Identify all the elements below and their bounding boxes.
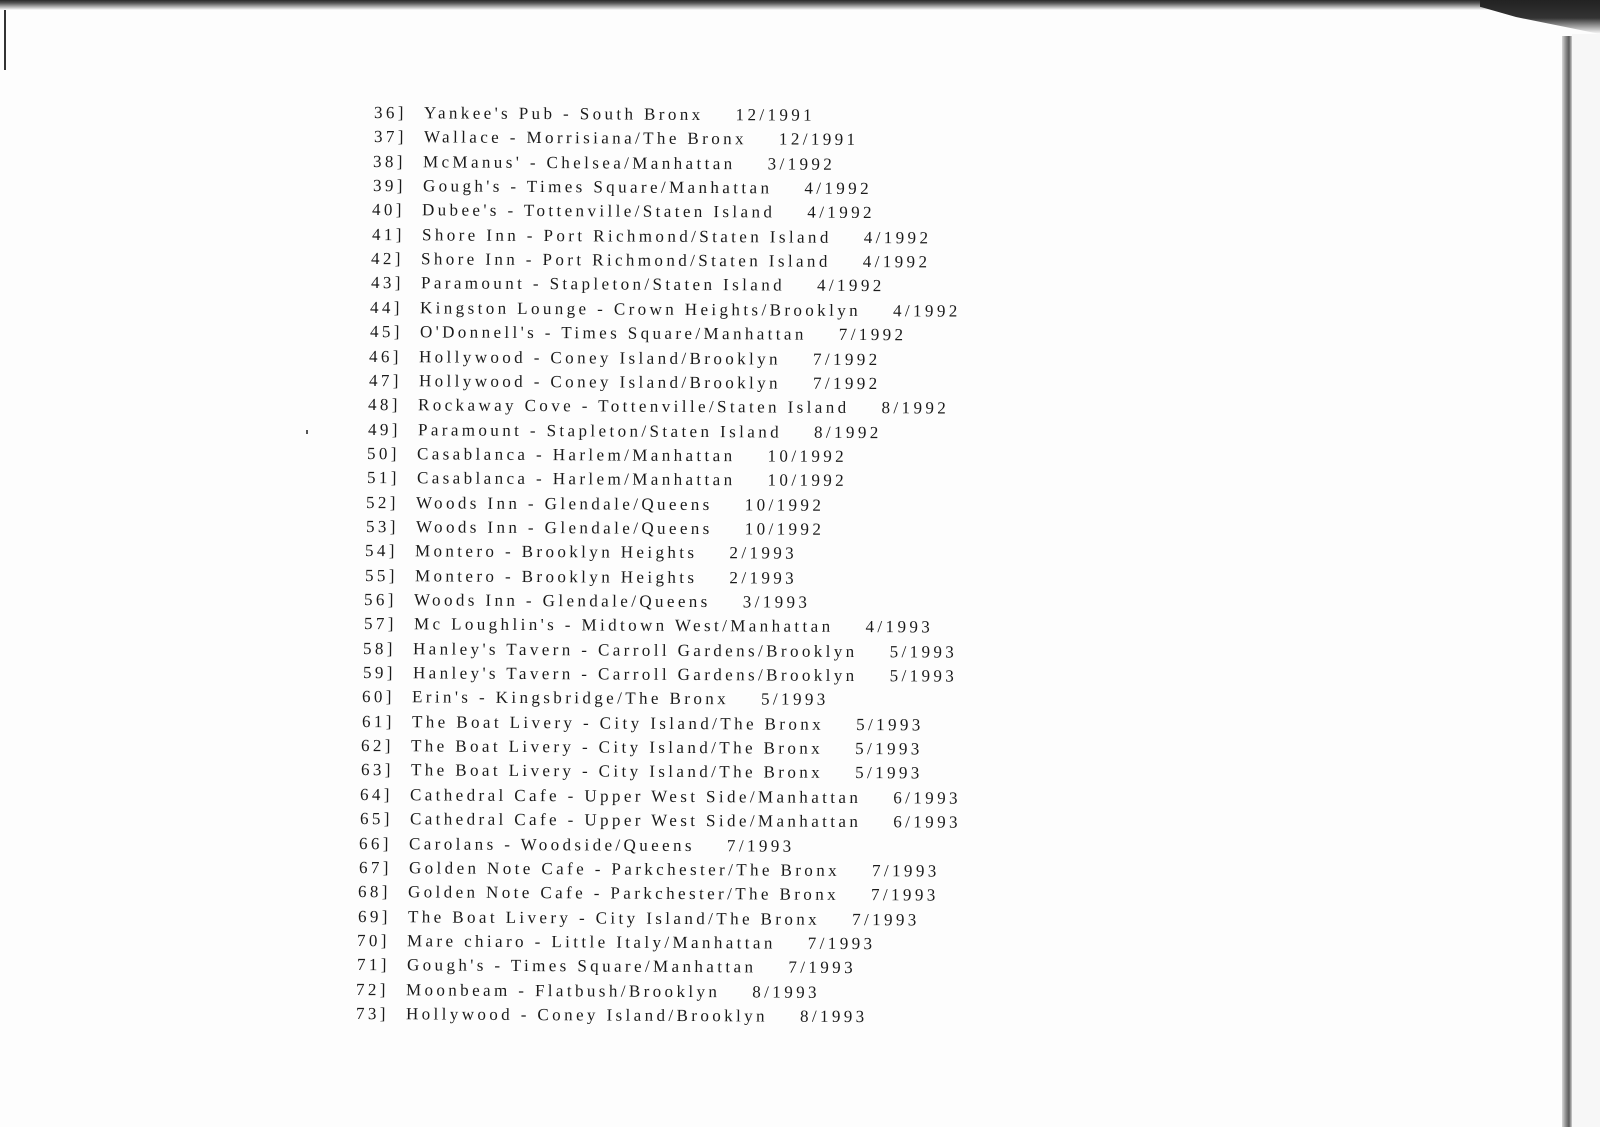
entry-date: 4/1992 bbox=[807, 203, 876, 223]
entry-date: 8/1993 bbox=[752, 982, 820, 1002]
page-left-edge-mark bbox=[4, 10, 6, 70]
entry-date: 3/1992 bbox=[767, 154, 836, 174]
entry-date: 10/1992 bbox=[767, 470, 847, 491]
entry-date: 4/1992 bbox=[862, 252, 931, 272]
entry-number: 64] bbox=[359, 784, 393, 804]
list-item bbox=[366, 467, 846, 492]
entry-venue: Golden Note Cafe - Parkchester/The Bronx bbox=[408, 858, 840, 880]
entry-venue: Mare chiaro - Little Italy/Manhattan bbox=[406, 931, 776, 953]
entry-number: 52] bbox=[365, 492, 399, 512]
entry-venue: Hanley's Tavern - Carroll Gardens/Brooklyn bbox=[412, 663, 858, 686]
list-item bbox=[370, 272, 884, 297]
entry-venue: Hollywood - Coney Island/Brooklyn bbox=[405, 1004, 768, 1026]
entry-number: 56] bbox=[363, 590, 397, 610]
entry-date: 6/1993 bbox=[893, 788, 961, 808]
entry-number: 42] bbox=[370, 249, 404, 269]
entry-date: 10/1992 bbox=[744, 519, 824, 539]
entry-venue: Mc Loughlin's - Midtown West/Manhattan bbox=[413, 614, 834, 637]
list-item bbox=[364, 589, 811, 614]
list-item bbox=[360, 759, 922, 784]
list-item bbox=[361, 711, 923, 736]
list-item bbox=[367, 443, 847, 468]
list-item bbox=[356, 979, 820, 1004]
page-right-edge-shadow bbox=[1562, 36, 1572, 1127]
entry-date: 10/1992 bbox=[744, 494, 825, 515]
entry-venue: The Boat Livery - City Island/The Bronx bbox=[407, 906, 820, 929]
entry-venue: O'Donnell's - Times Square/Manhattan bbox=[419, 322, 807, 344]
entry-venue: Erin's - Kingsbridge/The Bronx bbox=[411, 687, 730, 709]
list-item bbox=[357, 930, 876, 955]
list-item bbox=[369, 321, 906, 346]
list-item bbox=[362, 662, 956, 688]
entry-venue: Casablanca - Harlem/Manhattan bbox=[416, 468, 736, 490]
entry-venue: Hollywood - Coney Island/Brooklyn bbox=[418, 371, 781, 393]
entry-number: 49] bbox=[367, 419, 401, 439]
entry-number: 68] bbox=[357, 882, 391, 902]
entry-number: 36] bbox=[373, 103, 407, 123]
entry-number: 45] bbox=[369, 322, 403, 342]
list-item bbox=[371, 224, 931, 249]
entry-number: 58] bbox=[362, 638, 396, 658]
list-item bbox=[356, 954, 855, 979]
entry-date: 8/1993 bbox=[799, 1006, 868, 1027]
list-item bbox=[364, 565, 796, 590]
entry-date: 4/1992 bbox=[863, 227, 931, 248]
entry-date: 5/1993 bbox=[854, 763, 923, 783]
list-item bbox=[372, 175, 871, 200]
entry-number: 69] bbox=[357, 906, 391, 926]
list-item bbox=[358, 881, 939, 907]
list-item bbox=[362, 686, 829, 711]
entry-number: 38] bbox=[372, 151, 406, 171]
list-item bbox=[358, 857, 939, 883]
entry-date: 7/1993 bbox=[787, 957, 856, 978]
entry-venue: Paramount - Stapleton/Staten Island bbox=[417, 419, 782, 442]
entry-date: 2/1993 bbox=[729, 543, 798, 563]
entry-venue: Wallace - Morrisiana/The Bronx bbox=[423, 127, 747, 149]
entry-number: 63] bbox=[360, 760, 394, 780]
entry-date: 4/1992 bbox=[892, 300, 961, 321]
list-item bbox=[369, 346, 881, 371]
list-item bbox=[374, 102, 815, 127]
entry-date: 7/1992 bbox=[838, 325, 907, 345]
list-item bbox=[363, 638, 957, 664]
entry-number: 53] bbox=[365, 516, 399, 537]
entry-date: 2/1993 bbox=[728, 567, 797, 588]
entry-date: 5/1993 bbox=[855, 739, 923, 759]
entry-venue: Woods Inn - Glendale/Queens bbox=[415, 517, 713, 539]
list-item bbox=[373, 126, 858, 151]
entry-venue: Dubee's - Tottenville/Staten Island bbox=[421, 200, 776, 222]
list-item bbox=[367, 419, 881, 444]
page-corner-shadow bbox=[1480, 0, 1600, 34]
entry-venue: Gough's - Times Square/Manhattan bbox=[422, 176, 772, 198]
entry-number: 57] bbox=[363, 614, 397, 634]
list-item bbox=[370, 297, 961, 323]
entry-number: 43] bbox=[370, 273, 404, 293]
list-item bbox=[360, 784, 961, 810]
list-item bbox=[373, 151, 835, 176]
entry-venue: Cathedral Cafe - Upper West Side/Manhattan bbox=[409, 809, 861, 832]
entry-number: 46] bbox=[368, 346, 402, 366]
entry-number: 71] bbox=[356, 955, 390, 975]
entry-date: 8/1992 bbox=[813, 422, 882, 442]
entry-date: 3/1993 bbox=[742, 592, 811, 612]
entry-number: 37] bbox=[373, 127, 407, 147]
entry-date: 7/1993 bbox=[870, 885, 939, 905]
list-item bbox=[371, 248, 931, 273]
entry-venue: Gough's - Times Square/Manhattan bbox=[406, 955, 756, 977]
entry-venue: Yankee's Pub - South Bronx bbox=[423, 103, 704, 125]
list-item bbox=[361, 735, 923, 760]
entry-date: 4/1993 bbox=[864, 617, 933, 637]
entry-date: 4/1992 bbox=[816, 276, 885, 296]
list-item bbox=[359, 808, 960, 834]
entry-number: 51] bbox=[366, 468, 400, 488]
entry-number: 59] bbox=[362, 663, 396, 683]
list-item bbox=[355, 1003, 867, 1028]
entry-date: 7/1993 bbox=[726, 835, 795, 856]
entry-date: 5/1993 bbox=[889, 641, 958, 662]
stray-ink-mark bbox=[306, 430, 308, 434]
entry-date: 7/1993 bbox=[851, 909, 920, 929]
entry-venue: Woods Inn - Glendale/Queens bbox=[413, 590, 711, 612]
list-item bbox=[359, 833, 795, 858]
entry-number: 60] bbox=[361, 687, 395, 707]
list-item bbox=[368, 394, 949, 420]
page-right-margin bbox=[1572, 34, 1600, 1127]
list-item bbox=[365, 540, 797, 565]
entry-number: 39] bbox=[372, 176, 406, 196]
entry-date: 7/1993 bbox=[807, 933, 876, 954]
list-item bbox=[357, 906, 919, 931]
entry-venue: McManus' - Chelsea/Manhattan bbox=[422, 151, 736, 173]
entry-date: 5/1993 bbox=[855, 714, 924, 735]
entry-venue: Golden Note Cafe - Parkchester/The Bronx bbox=[407, 882, 840, 905]
entry-date: 5/1993 bbox=[889, 666, 957, 686]
entry-number: 62] bbox=[360, 736, 394, 756]
entry-number: 40] bbox=[371, 200, 405, 220]
entry-venue: Hanley's Tavern - Carroll Gardens/Brooklyn bbox=[412, 638, 858, 661]
entry-date: 12/1991 bbox=[778, 129, 859, 150]
entry-venue: Montero - Brooklyn Heights bbox=[414, 565, 698, 587]
entry-number: 47] bbox=[368, 370, 402, 391]
entry-date: 6/1993 bbox=[892, 812, 961, 832]
entry-number: 61] bbox=[361, 711, 395, 731]
entry-date: 7/1992 bbox=[812, 373, 881, 393]
entry-venue: Moonbeam - Flatbush/Brooklyn bbox=[405, 979, 721, 1001]
entry-venue: Cathedral Cafe - Upper West Side/Manhattan bbox=[409, 785, 862, 807]
entry-date: 4/1992 bbox=[803, 178, 872, 199]
entry-venue: The Boat Livery - City Island/The Bronx bbox=[410, 736, 824, 758]
entry-date: 8/1992 bbox=[881, 398, 950, 418]
entry-number: 50] bbox=[366, 443, 400, 464]
entry-venue: Paramount - Stapleton/Staten Island bbox=[420, 273, 785, 295]
entry-venue: The Boat Livery - City Island/The Bronx bbox=[410, 760, 823, 783]
entry-number: 54] bbox=[364, 541, 398, 561]
entry-date: 12/1991 bbox=[735, 105, 816, 125]
entry-number: 73] bbox=[355, 1003, 389, 1024]
entry-number: 48] bbox=[367, 395, 401, 415]
entry-date: 7/1993 bbox=[871, 860, 940, 881]
entry-date: 7/1992 bbox=[812, 349, 881, 369]
list-item bbox=[366, 492, 824, 517]
entry-venue: Shore Inn - Port Richmond/Staten Island bbox=[421, 225, 832, 247]
entry-number: 44] bbox=[369, 297, 403, 317]
entry-number: 65] bbox=[359, 809, 393, 829]
entry-venue: Shore Inn - Port Richmond/Staten Island bbox=[420, 249, 831, 271]
entry-number: 41] bbox=[371, 224, 405, 244]
page-top-edge-shadow bbox=[0, 0, 1600, 10]
entry-venue: Casablanca - Harlem/Manhattan bbox=[416, 444, 736, 466]
list-item bbox=[368, 370, 880, 395]
entry-number: 66] bbox=[358, 833, 392, 853]
entry-venue: The Boat Livery - City Island/The Bronx bbox=[411, 712, 824, 734]
entry-number: 55] bbox=[364, 565, 398, 585]
list-item bbox=[372, 199, 875, 224]
entry-venue: Woods Inn - Glendale/Queens bbox=[415, 492, 713, 514]
entry-number: 70] bbox=[356, 930, 390, 951]
entry-venue: Rockaway Cove - Tottenville/Staten Island bbox=[417, 395, 850, 418]
entry-date: 5/1993 bbox=[761, 689, 829, 710]
entry-number: 72] bbox=[355, 979, 389, 999]
entry-venue: Kingston Lounge - Crown Heights/Brooklyn bbox=[419, 298, 862, 320]
list-item bbox=[365, 516, 823, 541]
entry-venue: Carolans - Woodside/Queens bbox=[408, 833, 696, 855]
entry-number: 67] bbox=[358, 857, 392, 878]
list-item bbox=[363, 613, 932, 638]
entry-venue: Hollywood - Coney Island/Brooklyn bbox=[418, 346, 782, 369]
entry-date: 10/1992 bbox=[767, 446, 848, 466]
entry-venue: Montero - Brooklyn Heights bbox=[414, 541, 698, 563]
